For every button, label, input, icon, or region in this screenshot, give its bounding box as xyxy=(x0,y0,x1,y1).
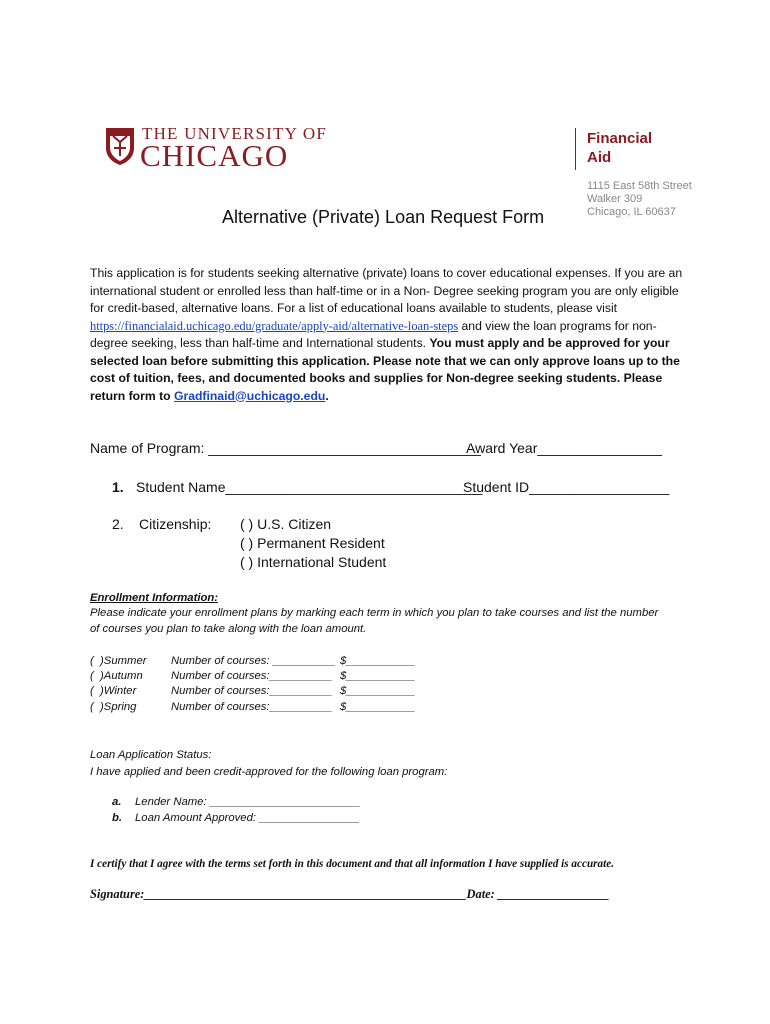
certification-statement: I certify that I agree with the terms set forth in this document and that all information I have supplied is accurate. xyxy=(90,858,614,870)
office-name-line2: Aid xyxy=(587,149,612,166)
loan-steps-link[interactable]: https://financialaid.uchicago.edu/graduate/apply-aid/alternative-loan-steps xyxy=(90,318,459,333)
courses-spring[interactable]: Number of courses:__________ xyxy=(171,701,333,713)
lender-name-field[interactable]: Lender Name: ________________________ xyxy=(135,796,361,808)
amount-label-letter: b. xyxy=(112,812,123,824)
courses-summer[interactable]: Number of courses: __________ xyxy=(171,655,336,667)
question-1-number: 1. xyxy=(112,479,124,495)
option-permanent-resident[interactable]: ( ) Permanent Resident xyxy=(240,535,385,551)
loan-status-statement: I have applied and been credit-approved for the following loan program: xyxy=(90,766,448,778)
program-name-field[interactable]: Name of Program: ___________________________________ xyxy=(90,440,481,456)
amount-winter[interactable]: $___________ xyxy=(340,685,416,697)
intro-text-2: and view the loan programs for non-degree seeking, less than half-time and International students. xyxy=(90,318,657,350)
address-line2: Walker 309 xyxy=(587,193,643,205)
office-name-line1: Financial xyxy=(587,130,653,147)
address-line3: Chicago, IL 60637 xyxy=(587,206,676,218)
intro-paragraph xyxy=(90,265,690,405)
intro-text-1: This application is for students seeking alternative (private) loans to cover educational expenses. If you are an international student or enrolled less than half-time or in a Non- Degree seeking program you are only eligible for credit-based, alternative loans. For a list of educational loans available to students, please visit xyxy=(90,266,683,315)
intro-end: . xyxy=(325,388,329,403)
enrollment-instructions-2: of courses you plan to take along with the loan amount. xyxy=(90,623,367,635)
address-line1: 1115 East 58th Street xyxy=(587,180,692,192)
lender-label-letter: a. xyxy=(112,796,122,808)
amount-summer[interactable]: $___________ xyxy=(340,655,416,667)
university-crest-logo xyxy=(104,126,136,166)
courses-winter[interactable]: Number of courses:__________ xyxy=(171,685,333,697)
loan-status-heading: Loan Application Status: xyxy=(90,749,212,761)
option-international-student[interactable]: ( ) International Student xyxy=(240,554,387,570)
term-spring[interactable]: ( )Spring xyxy=(90,701,137,713)
award-year-field[interactable]: Award Year________________ xyxy=(466,440,662,456)
university-name-top: THE UNIVERSITY OF xyxy=(142,124,328,143)
term-autumn[interactable]: ( )Autumn xyxy=(90,670,143,682)
term-winter[interactable]: ( )Winter xyxy=(90,685,137,697)
loan-amount-field[interactable]: Loan Amount Approved: ________________ xyxy=(135,812,360,824)
option-us-citizen[interactable]: ( ) U.S. Citizen xyxy=(240,516,332,532)
intro-bold-text: You must apply and be approved for your selected loan before submitting this application. Please note that we can only approve loans up to the cost of tuition, fees, and documented books and supplies for Non-degree seeking students. Please return form to xyxy=(90,336,680,403)
student-name-field[interactable]: Student Name_________________________________ xyxy=(136,479,483,495)
amount-spring[interactable]: $___________ xyxy=(340,701,416,713)
term-summer[interactable]: ( )Summer xyxy=(90,655,147,667)
student-id-field[interactable]: Student ID__________________ xyxy=(463,479,670,495)
amount-autumn[interactable]: $___________ xyxy=(340,670,416,682)
courses-autumn[interactable]: Number of courses:__________ xyxy=(171,670,333,682)
citizenship-label: Citizenship: xyxy=(139,516,212,532)
enrollment-instructions-1: Please indicate your enrollment plans by marking each term in which you plan to take courses and list the number xyxy=(90,607,659,619)
enrollment-heading: Enrollment Information: xyxy=(90,592,219,604)
form-title: Alternative (Private) Loan Request Form xyxy=(222,207,545,227)
signature-date-field[interactable]: Signature:____________________________________________________Date: __________________ xyxy=(90,887,610,901)
university-name-main: CHICAGO xyxy=(140,138,289,173)
return-email-link[interactable]: Gradfinaid@uchicago.edu xyxy=(173,388,326,403)
question-2-number: 2. xyxy=(112,516,124,532)
header-divider xyxy=(575,128,576,170)
